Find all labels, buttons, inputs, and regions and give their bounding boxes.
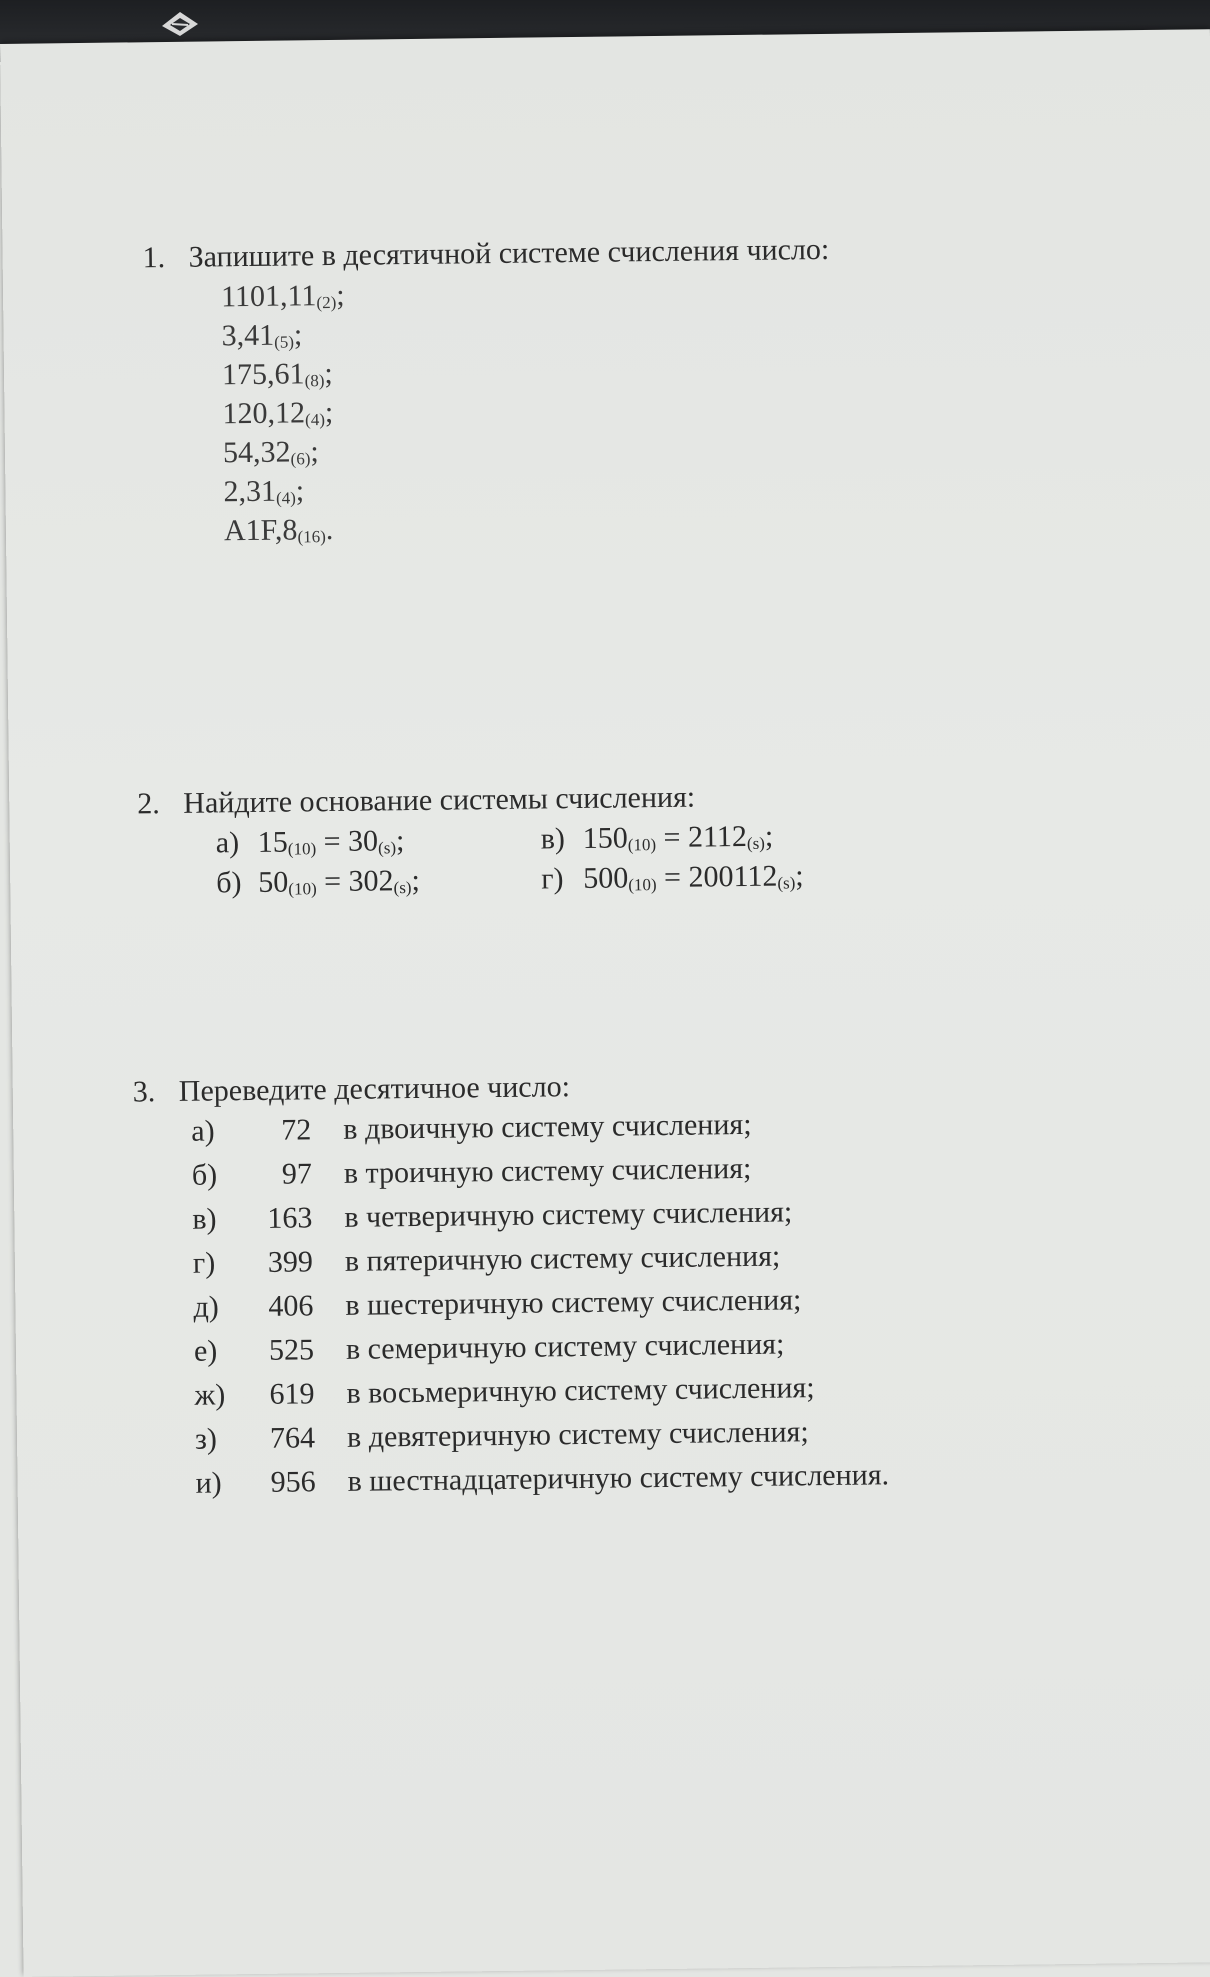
number-value: 175,61 (221, 357, 305, 392)
target-system: в пятеричную систему счисления; (344, 1239, 781, 1278)
number-value: 2,31 (223, 474, 277, 509)
number-value: 54,32 (222, 435, 291, 470)
item-letter: в) (540, 822, 566, 856)
item-letter: г) (192, 1246, 216, 1280)
item-letter: в) (192, 1202, 217, 1236)
decimal-number: 619 (269, 1377, 315, 1411)
task-1-title (142, 230, 829, 278)
task-number: 2. (137, 787, 160, 821)
number-base: (10) (628, 875, 657, 895)
task-2 (137, 775, 901, 902)
number-value: 120,12 (222, 396, 306, 431)
decimal-number: 500 (583, 861, 629, 895)
number-base: (5) (274, 332, 295, 352)
item-letter: б) (191, 1158, 218, 1192)
task-1 (142, 230, 832, 551)
unknown-base-number: 200112 (688, 859, 778, 894)
target-system: в шестнадцатеричную систему счисления. (347, 1458, 890, 1498)
target-system: в восьмеричную систему счисления; (346, 1371, 815, 1410)
item-letter: г) (541, 862, 564, 896)
number-value: 1101,11 (220, 279, 317, 314)
number-base: (6) (290, 449, 311, 469)
punctuation: ; (310, 435, 319, 469)
decimal-number: 406 (268, 1289, 314, 1323)
punctuation: ; (336, 278, 345, 312)
target-system: в семеричную систему счисления; (345, 1327, 785, 1366)
item-letter: б) (216, 866, 242, 900)
equation (541, 815, 901, 857)
equals-sign: = (316, 864, 349, 899)
number-base: (16) (297, 527, 326, 547)
target-system: в четверичную систему счисления; (344, 1195, 793, 1234)
number-value: A1F,8 (223, 513, 298, 548)
item-letter: и) (195, 1466, 222, 1500)
number-base: (s) (393, 878, 412, 898)
target-system: в двоичную систему счисления; (343, 1107, 752, 1146)
number-base: (8) (304, 371, 325, 391)
number-value: 3,41 (221, 318, 275, 353)
list-item (224, 504, 833, 550)
unknown-base-number: 30 (347, 824, 379, 858)
equals-sign: = (315, 824, 349, 859)
number-base: (s) (377, 838, 397, 858)
target-system: в девятеричную систему счисления; (346, 1415, 809, 1454)
number-base: (4) (275, 488, 297, 508)
equation (216, 819, 541, 861)
equation (216, 859, 541, 901)
task-title-text: Найдите основание системы счисления: (183, 780, 696, 820)
punctuation: ; (324, 356, 333, 391)
number-base: (10) (627, 835, 657, 855)
task-3 (133, 1063, 890, 1508)
item-letter: з) (194, 1422, 218, 1456)
decimal-number: 97 (281, 1157, 313, 1191)
unknown-base-number: 2112 (687, 819, 748, 854)
list-item (192, 1191, 886, 1243)
unknown-base-number: 302 (348, 864, 394, 898)
decimal-number: 15 (257, 825, 288, 859)
number-base: (2) (316, 292, 337, 313)
equals-sign: = (655, 820, 689, 855)
decimal-number: 764 (269, 1421, 316, 1455)
equation (541, 855, 901, 897)
task-title-text: Запишите в десятичной системе счисления число: (188, 232, 830, 274)
paper-sheet (0, 29, 1210, 1977)
punctuation: ; (293, 318, 303, 352)
task-2-equations (216, 815, 902, 901)
number-base: (s) (746, 833, 766, 853)
decimal-number: 956 (270, 1465, 316, 1499)
punctuation: . (325, 512, 334, 547)
punctuation: ; (395, 824, 405, 858)
decimal-number: 525 (268, 1333, 315, 1367)
punctuation: ; (411, 863, 420, 898)
task-3-conversion-list (191, 1103, 889, 1507)
item-letter: а) (215, 826, 240, 860)
punctuation: ; (795, 859, 804, 893)
equals-sign: = (656, 860, 689, 895)
logo-icon (158, 8, 202, 38)
decimal-number: 399 (267, 1245, 314, 1279)
item-letter: а) (191, 1114, 215, 1148)
number-base: (4) (304, 410, 326, 430)
task-1-number-list (221, 270, 833, 550)
item-letter: ж) (194, 1378, 226, 1412)
punctuation: ; (295, 474, 305, 508)
task-number: 3. (132, 1075, 156, 1109)
decimal-number: 163 (267, 1201, 313, 1235)
target-system: в троичную систему счисления; (343, 1151, 752, 1190)
decimal-number: 72 (281, 1113, 312, 1147)
number-base: (10) (287, 839, 317, 859)
target-system: в шестеричную систему счисления; (345, 1283, 802, 1322)
task-number: 1. (142, 240, 166, 275)
number-base: (s) (777, 873, 796, 893)
number-base: (10) (288, 879, 317, 899)
decimal-number: 150 (582, 821, 628, 855)
task-title-text: Переведите десятичное число: (178, 1070, 571, 1108)
punctuation: ; (764, 819, 774, 853)
item-letter: е) (193, 1334, 218, 1368)
list-item (195, 1455, 889, 1507)
punctuation: ; (324, 395, 334, 430)
item-letter: д) (193, 1290, 219, 1324)
decimal-number: 50 (258, 865, 289, 899)
